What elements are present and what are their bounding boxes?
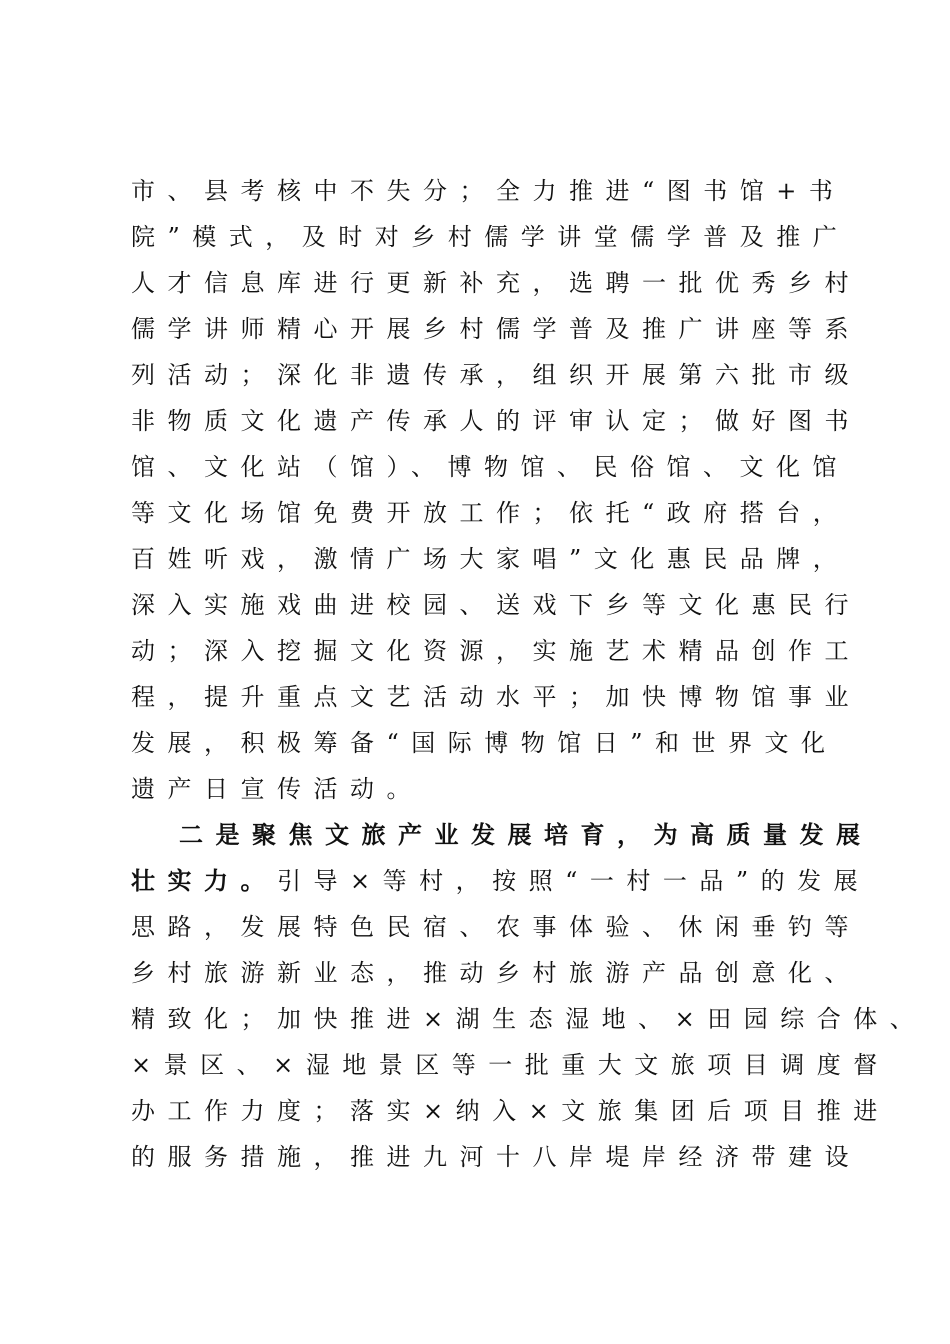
section-heading-continuation — [131, 858, 871, 904]
paragraph-line: 非物质文化遗产传承人的评审认定；做好图书 — [131, 407, 861, 435]
paragraph-line: 程，提升重点文艺活动水平；加快博物馆事业 — [131, 683, 861, 711]
paragraph-line: 的服务措施，推进九河十八岸堤岸经济带建设 — [131, 1143, 861, 1171]
paragraph-line: 遗产日宣传活动。 — [131, 775, 423, 803]
paragraph-line: 精致化；加快推进×湖生态湿地、×田园综合体、 — [131, 1005, 927, 1033]
section-heading-end: 壮实力。 — [131, 866, 277, 895]
section-heading: 二是聚焦文旅产业发展培育，为高质量发展 — [179, 820, 873, 849]
paragraph-line: 院”模式，及时对乡村儒学讲堂儒学普及推广 — [131, 223, 850, 251]
paragraph-line: 思路，发展特色民宿、农事体验、休闲垂钓等 — [131, 913, 861, 941]
paragraph-line: 馆、文化站（馆）、博物馆、民俗馆、文化馆 — [131, 453, 849, 481]
paragraph-line: 市、县考核中不失分；全力推进“图书馆+书 — [131, 177, 846, 205]
document-body — [131, 168, 927, 1180]
paragraph-line: 发展，积极筹备“国际博物馆日”和世界文化 — [131, 729, 838, 757]
paragraph-text: 引导×等村，按照“一村一品”的发展 — [277, 867, 871, 895]
paragraph-line: 等文化场馆免费开放工作；依托“政府搭台， — [131, 499, 850, 527]
paragraph-line: ×景区、×湿地景区等一批重大文旅项目调度督 — [131, 1051, 890, 1079]
paragraph-line: 百姓听戏，激情广场大家唱”文化惠民品牌， — [131, 545, 850, 573]
paragraph-line: 儒学讲师精心开展乡村儒学普及推广讲座等系 — [131, 315, 861, 343]
paragraph-line: 动；深入挖掘文化资源，实施艺术精品创作工 — [131, 637, 861, 665]
paragraph-line: 乡村旅游新业态，推动乡村旅游产品创意化、 — [131, 959, 861, 987]
paragraph-line: 列活动；深化非遗传承，组织开展第六批市级 — [131, 361, 861, 389]
paragraph-line: 人才信息库进行更新补充，选聘一批优秀乡村 — [131, 269, 861, 297]
paragraph-line: 办工作力度；落实×纳入×文旅集团后项目推进 — [131, 1097, 890, 1125]
paragraph-line: 深入实施戏曲进校园、送戏下乡等文化惠民行 — [131, 591, 861, 619]
